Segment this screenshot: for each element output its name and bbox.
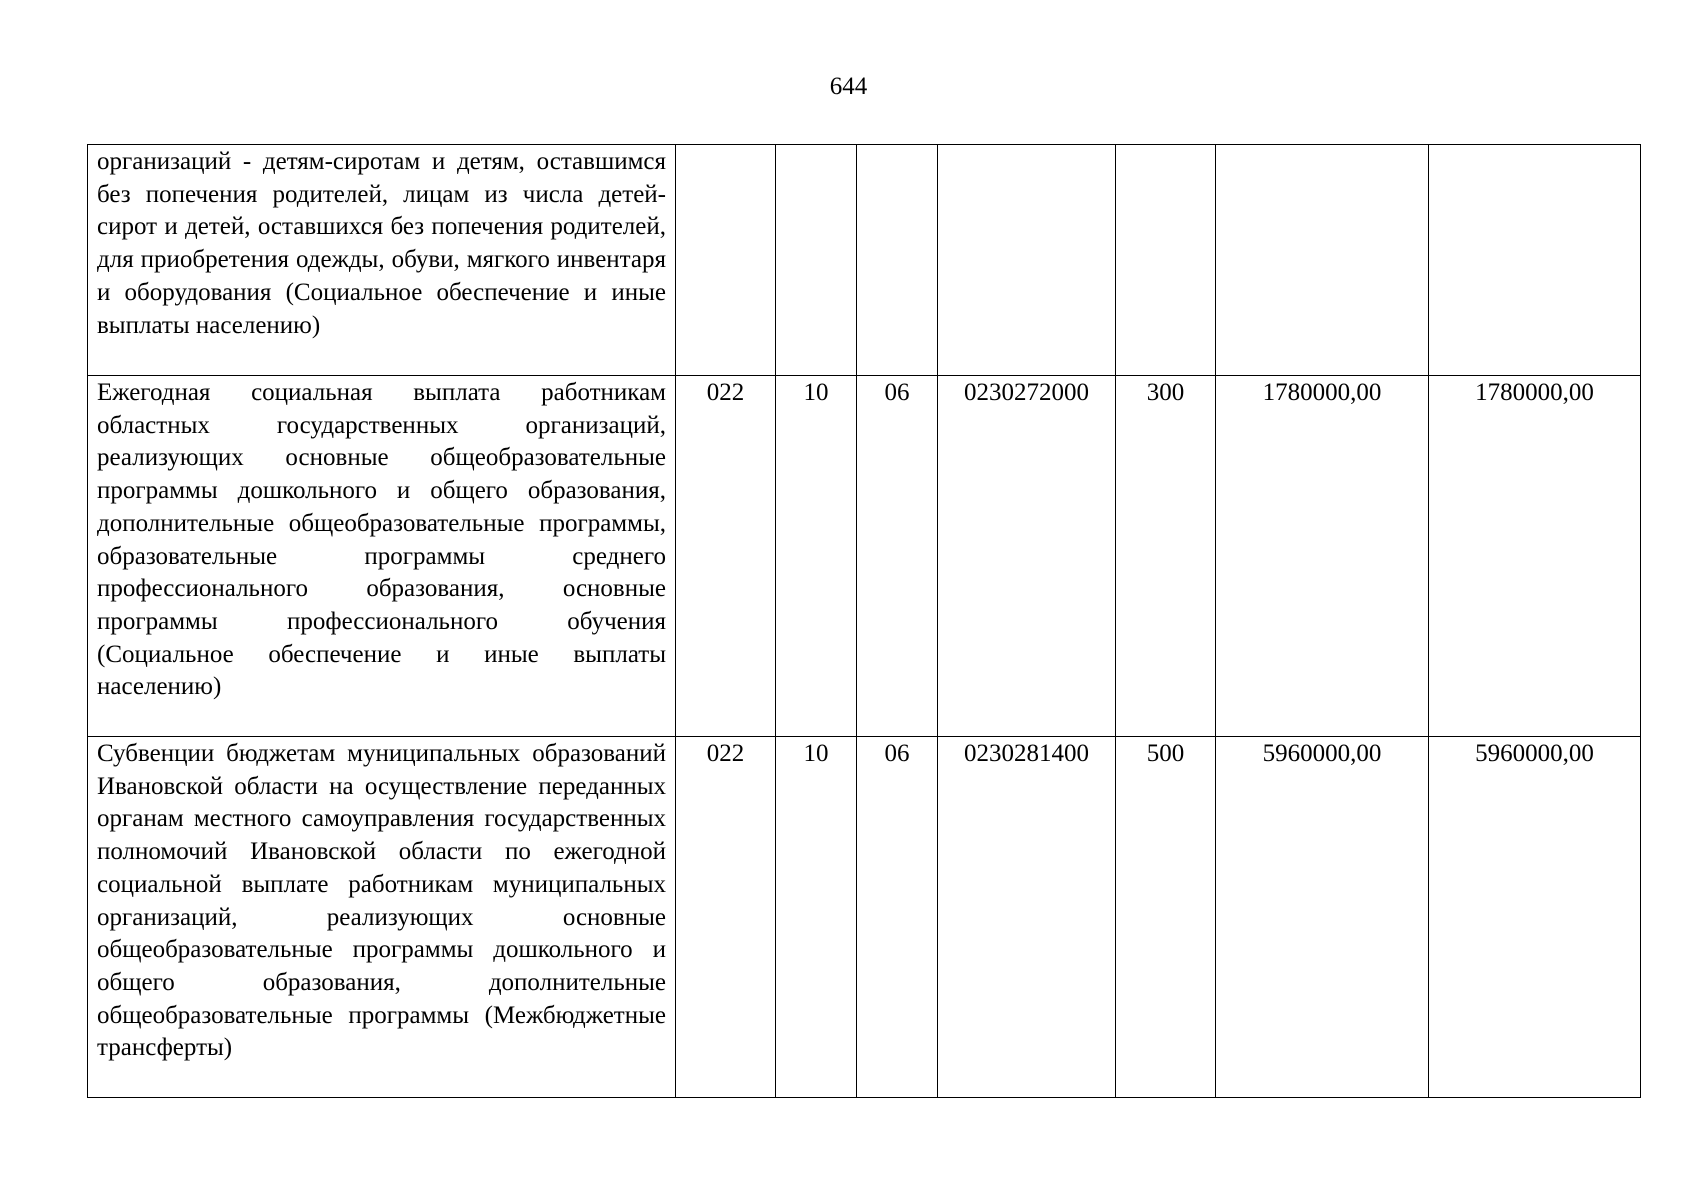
row-description: организаций - детям-сиротам и детям, оставшимся без попечения родителей, лицам из числа детей-сирот и детей, оставшихся без попечения родителей, для приобретения одежды, обуви, мягкого инвентаря и оборудования (Социальное обеспечение и иные выплаты населению) (88, 145, 676, 376)
budget-table (87, 144, 1641, 1098)
subsection-cell: 06 (857, 376, 938, 737)
row-description: Ежегодная социальная выплата работникам областных государственных организаций, реализующих основные общеобразовательные программы дошкольного и общего образования, дополнительные общеобразовательные программы, образовательные программы среднего профессионального образования, основные программы профессионального обучения (Социальное обеспечение и иные выплаты населению) (88, 376, 676, 737)
row-description: Субвенции бюджетам муниципальных образований Ивановской области на осуществление переданных органам местного самоуправления государственных полномочий Ивановской области по ежегодной социальной выплате работникам муниципальных организаций, реализующих основные общеобразовательные программы дошкольного и общего образования, дополнительные общеобразовательные программы (Межбюджетные трансферты) (88, 737, 676, 1098)
amount-2-cell (1429, 145, 1641, 376)
admin-code-cell: 022 (676, 376, 776, 737)
admin-code-cell: 022 (676, 737, 776, 1098)
amount-1-cell: 5960000,00 (1216, 737, 1429, 1098)
table-row (88, 145, 1641, 376)
admin-code-cell (676, 145, 776, 376)
amount-2-cell: 5960000,00 (1429, 737, 1641, 1098)
amount-2-cell: 1780000,00 (1429, 376, 1641, 737)
amount-1-cell (1216, 145, 1429, 376)
amount-1-cell: 1780000,00 (1216, 376, 1429, 737)
section-cell: 10 (776, 376, 857, 737)
target-article-cell: 0230272000 (938, 376, 1116, 737)
section-cell: 10 (776, 737, 857, 1098)
target-article-cell (938, 145, 1116, 376)
expense-type-cell (1116, 145, 1216, 376)
subsection-cell (857, 145, 938, 376)
expense-type-cell: 300 (1116, 376, 1216, 737)
page-number: 644 (829, 73, 868, 100)
table-row (88, 737, 1641, 1098)
expense-type-cell: 500 (1116, 737, 1216, 1098)
subsection-cell: 06 (857, 737, 938, 1098)
table-row (88, 376, 1641, 737)
section-cell (776, 145, 857, 376)
target-article-cell: 0230281400 (938, 737, 1116, 1098)
